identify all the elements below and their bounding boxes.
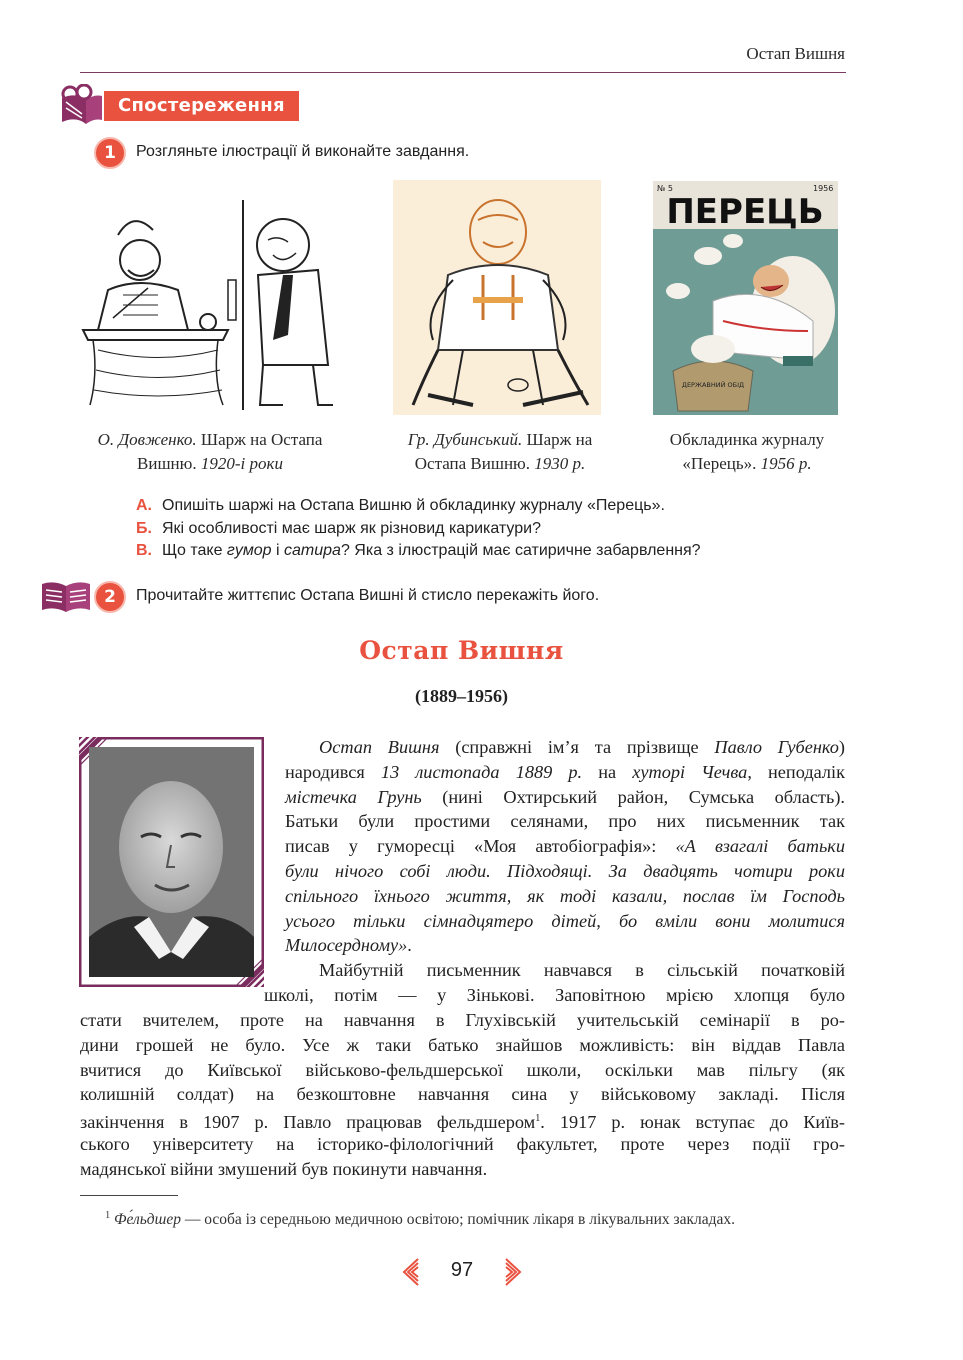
task-2-text: Прочитайте життєпис Остапа Вишні й стисло перекажіть його. — [136, 587, 600, 604]
caption-perets: Обкладинка журналу «Перець». 1956 р. — [669, 430, 825, 473]
bio-paragraph-1-wrapped: Остап Вишня (справжні ім’я та прізвище Павло Губенко) народився 13 листопада 1889 р. на хуторі Чечва, неподалік містечка Грунь (нині Охтирський район, Сумська область). Батьки були простими селянами, про них письменник так писав у гуморесці «Моя автобіографія»: «А взагалі батьки були нічого собі люди. Підходящі. За двадцять чотири роки спільного їхнього життя, як тоді казали, послав їм Господь усього тільки сімнадцятеро дітей, бо вміли вони молитися Милосердному». Майбутній письменник навчався в сільській початковій — [285, 737, 845, 981]
portrait-photo — [79, 737, 264, 987]
svg-text:1956: 1956 — [813, 184, 834, 193]
bio-title: Остап Вишня — [359, 636, 564, 665]
footnote-rule — [80, 1195, 178, 1196]
task-number-1: 1 — [94, 137, 126, 169]
footnote: $^1$ Фе́льдшер — особа із середньою медичною освітою; помічник лікаря в лікувальних закладах. — [105, 1210, 736, 1229]
dubynsky-caricature-image — [393, 180, 601, 415]
bio-paragraph-2-start: школі, потім — у Зінькові. Заповітною мрією хлопця було — [264, 985, 845, 1005]
question-a: А. Опишіть шаржі на Остапа Вишню й обкладинку журналу «Перець». — [136, 497, 665, 514]
page-number: 97 — [450, 1259, 474, 1281]
caption-dubynsky: Гр. Дубинський. Шарж на Остапа Вишню. 1930 р. — [407, 430, 593, 473]
open-book-icon — [40, 580, 92, 614]
caption-dovzhenko: О. Довженко. Шарж на Остапа Вишню. 1920-і роки — [97, 430, 323, 473]
header-rule — [80, 72, 846, 73]
page-right-ornament-icon — [504, 1257, 524, 1287]
question-b: Б. Які особливості має шарж як різновид карикатури? — [136, 520, 541, 537]
perets-magazine-cover-image — [653, 181, 838, 415]
running-header: Остап Вишня — [746, 44, 845, 63]
svg-text:№ 5: № 5 — [657, 184, 673, 193]
section-badge: Спостереження — [104, 91, 299, 121]
bio-years: (1889–1956) — [415, 686, 508, 706]
svg-text:ПЕРЕЦЬ: ПЕРЕЦЬ — [666, 192, 824, 232]
bio-paragraph-2-full: стати вчителем, проте на навчання в Глухівській учительській семінарії в ро- дини грошей не було. Усе ж таки батько знайшов можливість: він віддав Павла вчитися до Київської військово-фельдшерської школи, оскільки мав пільгу (як колишній солдат) на безкоштовне навчання сина у військовому закладі. Після закінчення в 1907 р. Павло працював фельдшером$^1$. 1917 р. юнак вступає до Київ- ського університету на історико-філологічний факультет, проте через події гро- мадянської війни змушений був покинути навчання. — [80, 1010, 845, 1179]
svg-text:ДЕРЖАВНИЙ ОБІД: ДЕРЖАВНИЙ ОБІД — [681, 381, 745, 389]
task-1-text: Розгляньте ілюстрації й виконайте завдання. — [136, 143, 470, 160]
task-number-2: 2 — [94, 581, 126, 613]
page-left-ornament-icon — [400, 1257, 420, 1287]
book-glasses-icon — [56, 84, 104, 128]
dovzhenko-caricature-image — [78, 190, 338, 415]
question-c: В. Що таке гумор і сатира? Яка з ілюстрацій має сатиричне забарвлення? — [136, 542, 701, 559]
